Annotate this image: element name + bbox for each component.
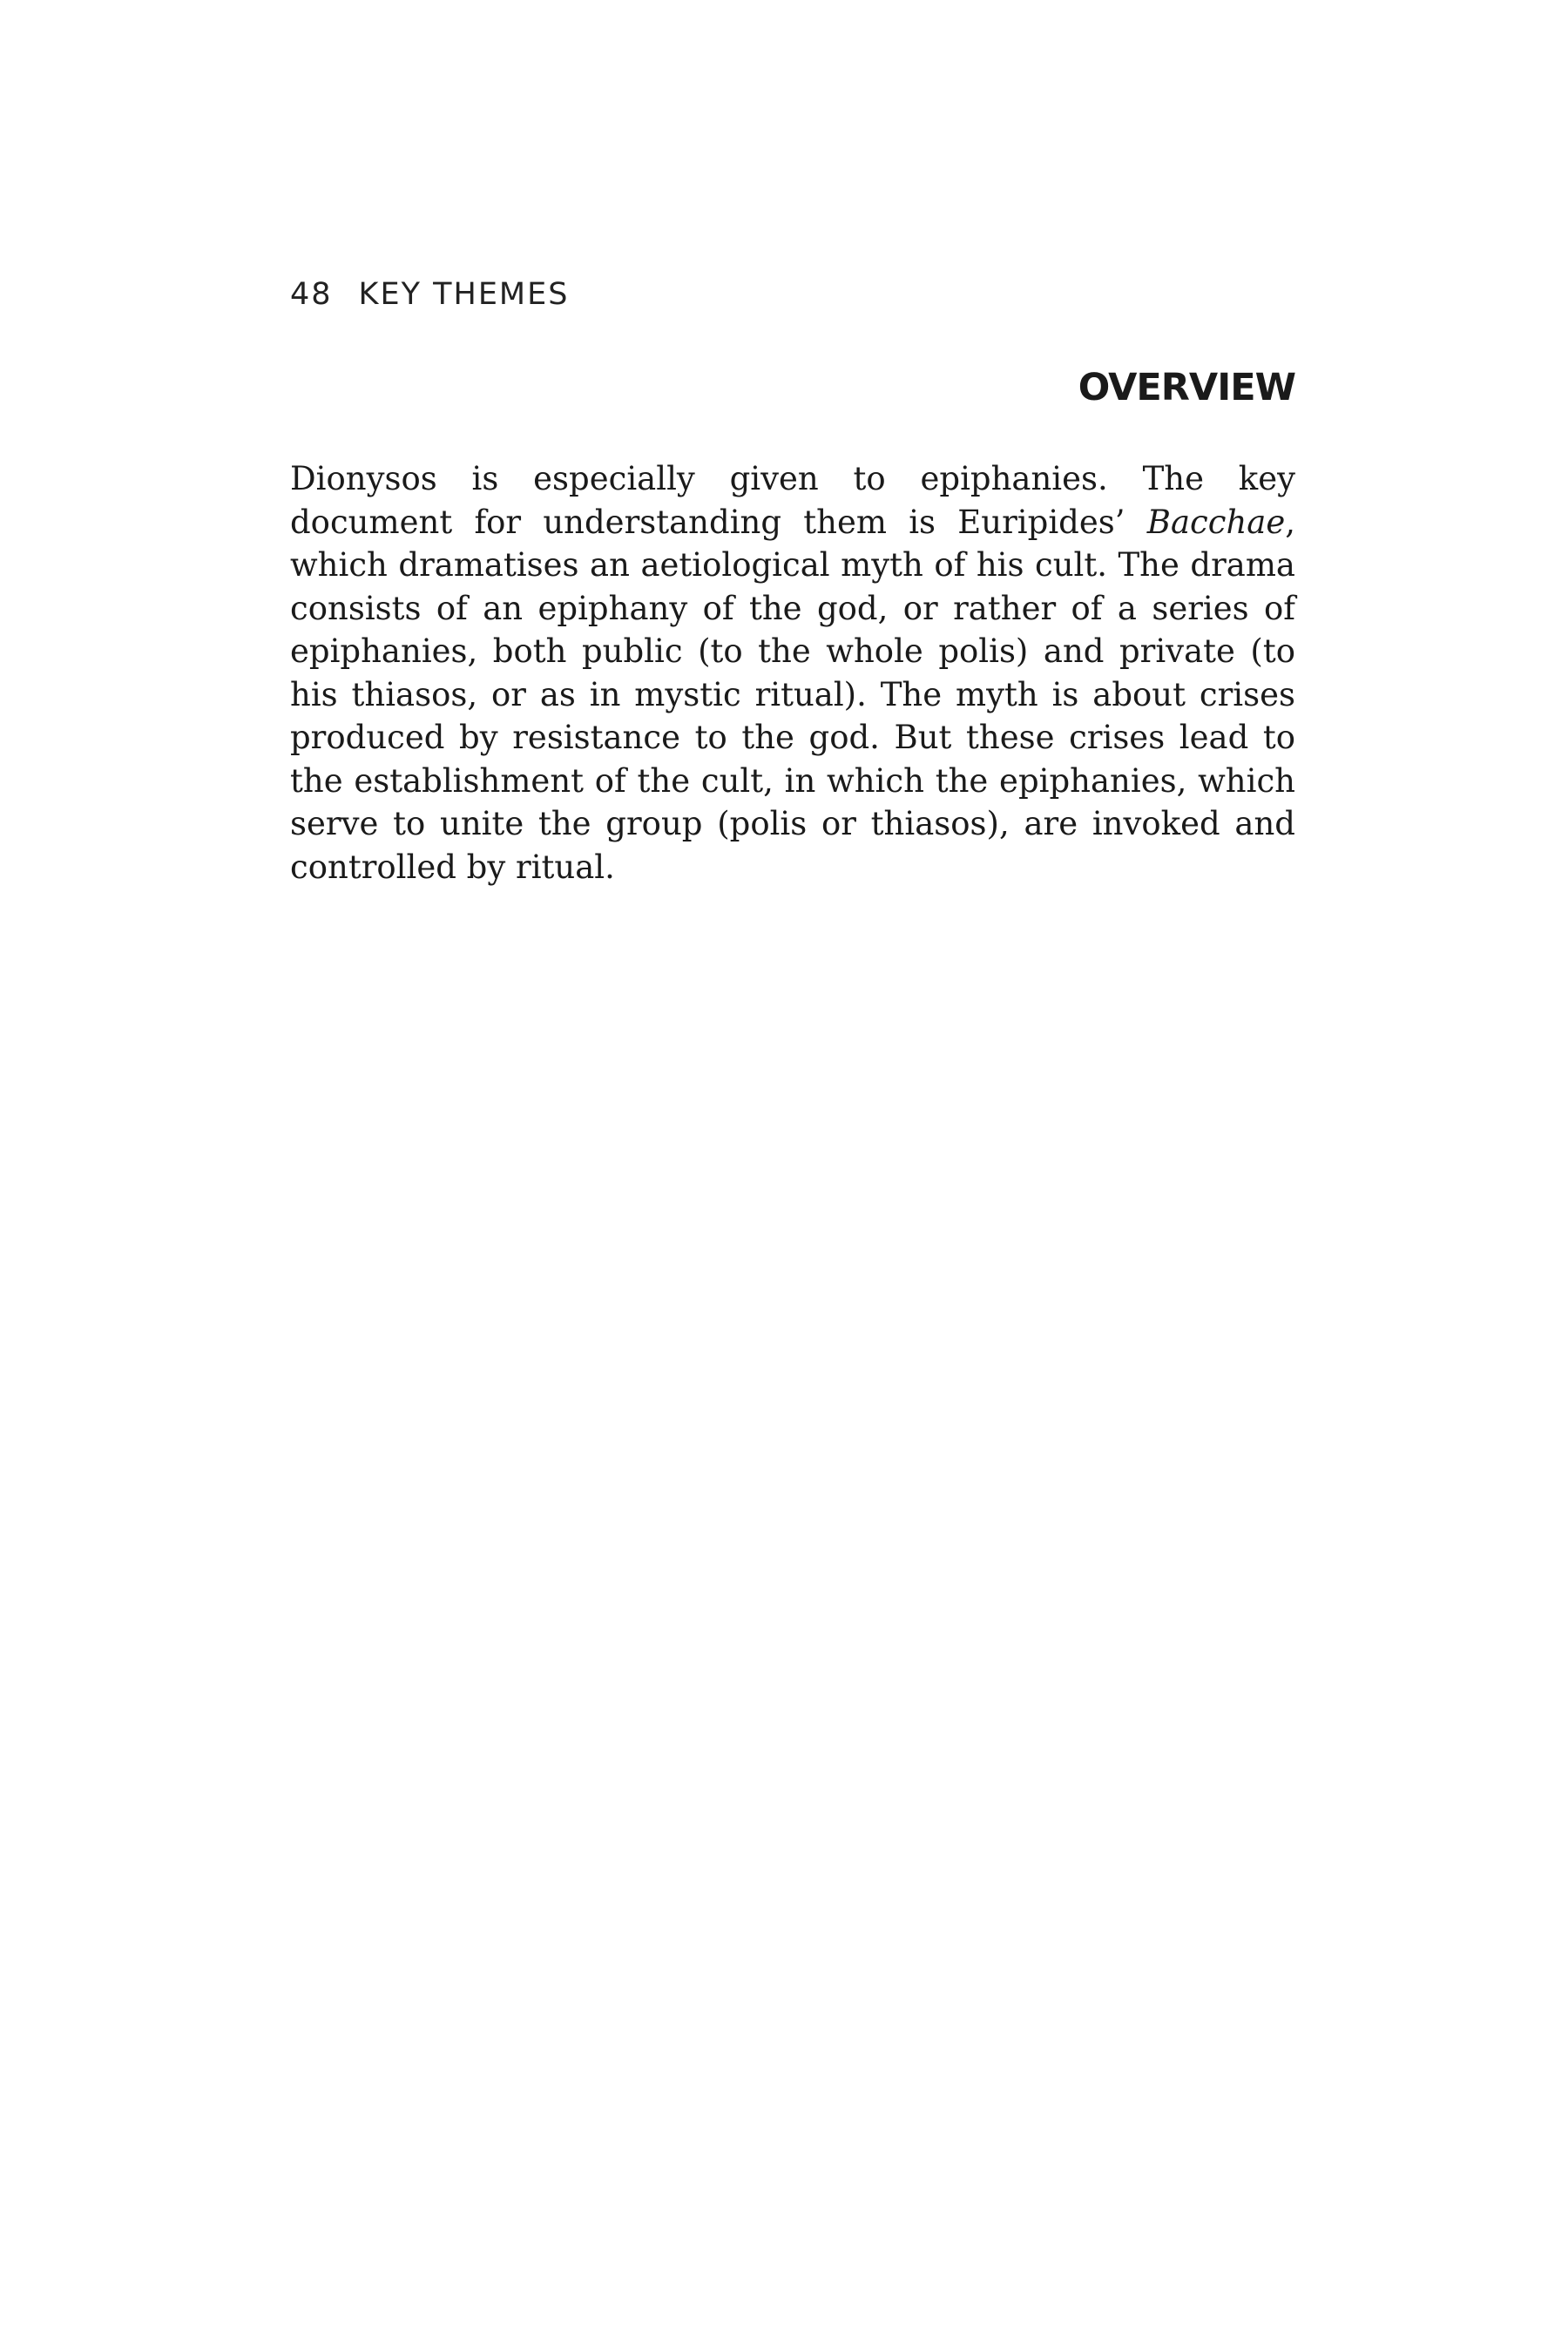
running-head-title: KEY THEMES (358, 277, 570, 312)
work-title-italic: Bacchae (1146, 503, 1286, 541)
body-paragraph (290, 457, 1295, 889)
paragraph-text-end: , which dramatises an aetiological myth of his cult. The drama consists of an epiphany of the god, or rather of a series of epiphanies, both public (to the whole polis) and private (to his thiasos, or as in mystic ritual). The myth is about crises produced by resistance to the god. But these crises lead to the establishment of the cult, in which the epiphanies, which serve to unite the group (polis or thiasos), are invoked and controlled by ritual. (290, 503, 1295, 886)
page-number: 48 (290, 277, 333, 312)
paragraph-text-start: Dionysos is especially given to epiphanies. The key document for understanding them is Euripides’ (290, 460, 1295, 541)
running-head (290, 277, 569, 312)
section-heading: OVERVIEW (1078, 366, 1295, 409)
